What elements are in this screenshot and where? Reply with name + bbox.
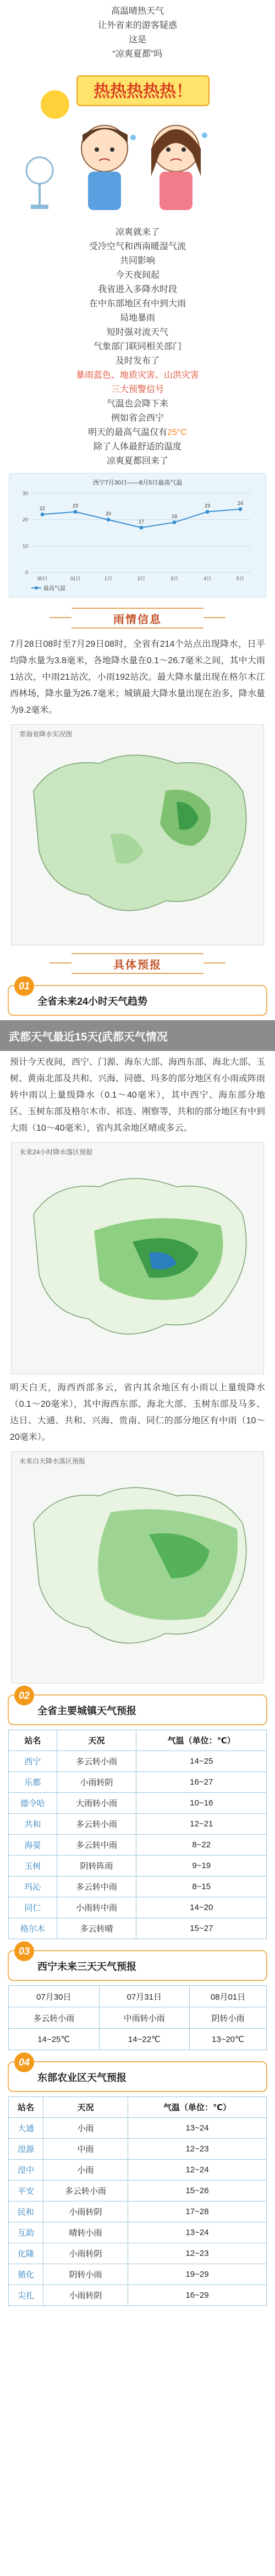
forecast-card-1 [8, 980, 267, 1016]
temp-cell: 13~24 [128, 2222, 267, 2243]
table-row [9, 2264, 267, 2285]
chart-y-tick-label: 0 [25, 570, 28, 575]
chart-x-tick-label: 4日 [203, 576, 212, 581]
poem-line: 例如省会西宁 [111, 414, 164, 423]
poem-line: 凉爽夏都回来了 [106, 456, 168, 466]
section-ribbon-rain [55, 608, 220, 629]
forecast-map-graphic [12, 1143, 263, 1374]
table-header: 站名 [9, 2097, 43, 2118]
forecast-card-3 [8, 1945, 267, 1981]
temp-cell: 12~23 [128, 2243, 267, 2264]
weather-cell: 阴转阵雨 [57, 1856, 136, 1876]
section-title: 雨情信息 [113, 613, 162, 626]
date-cell: 07月30日 [9, 1986, 100, 2007]
chart-data-label: 22 [39, 505, 46, 511]
table-row [9, 1793, 267, 1814]
chart-title: 西宁7月30日——8月5日最高气温 [92, 480, 183, 486]
poem-line-warning: 三大预警信号 [111, 385, 164, 394]
temp-cell: 14~22℃ [99, 2029, 190, 2050]
table-header: 天况 [43, 2097, 128, 2118]
chart-y-tick-label: 10 [22, 543, 28, 549]
table-row [9, 2285, 267, 2306]
card-number-badge: 04 [14, 2052, 34, 2072]
forecast-day-map-graphic [12, 1452, 263, 1683]
main-poem [0, 225, 275, 469]
poem-line: 除了人体最舒适的温度 [93, 442, 182, 452]
poem-line-warning: 暴雨蓝色、地质灾害、山洪灾害 [75, 371, 199, 380]
station-cell: 尖扎 [9, 2285, 43, 2306]
weather-cell: 中雨转小雨 [99, 2007, 190, 2029]
tomorrow-paragraph: 明天白天，海西西部多云，省内其余地区有小雨以上量级降水（0.1～20毫米），其中海西东部、海北大部、玉树东部及马多、达日、大通、共和、兴海、贵南、同仁的部分地区有中雨（10～20毫米）。 [10, 1383, 265, 1442]
chart-data-label: 17 [138, 519, 145, 525]
xining-three-day-table [8, 1985, 267, 2050]
chart-point [239, 507, 243, 511]
weather-cell: 多云转小雨 [57, 1814, 136, 1835]
agri-forecast-table [8, 2096, 267, 2306]
card-number-badge: 01 [14, 976, 34, 996]
card-title: 西宁未来三天天气预报 [37, 1961, 136, 1972]
card-title: 全省主要城镇天气预报 [37, 1705, 136, 1716]
weather-cell: 多云转小雨 [9, 2007, 100, 2029]
rain-map [11, 724, 264, 945]
station-cell: 乐都 [9, 1772, 57, 1793]
temp-highlight: 25°C [167, 428, 187, 437]
table-row [9, 1772, 267, 1793]
table-row [9, 2243, 267, 2264]
station-cell: 互助 [9, 2222, 43, 2243]
chart-legend [31, 585, 65, 592]
temp-cell: 12~23 [128, 2139, 267, 2160]
overlay-banner [0, 1020, 275, 1051]
table-header: 气温（单位：℃） [136, 1730, 267, 1751]
temp-cell: 13~24 [128, 2118, 267, 2139]
table-row [9, 1918, 267, 1939]
table-row [9, 2181, 267, 2201]
weather-cell: 晴转小雨 [43, 2222, 128, 2243]
station-cell: 大通 [9, 2118, 43, 2139]
station-cell: 循化 [9, 2264, 43, 2285]
table-row [9, 2201, 267, 2222]
chart-legend-label: 最高气温 [43, 586, 65, 592]
station-cell: 湟源 [9, 2139, 43, 2160]
chart-data-label: 23 [72, 503, 79, 509]
poem-line: 共同影响 [119, 256, 155, 266]
chart-point [107, 518, 111, 522]
temperature-chart [9, 473, 266, 598]
card-title: 全省未来24小时天气趋势 [37, 996, 148, 1007]
table-row [9, 2160, 267, 2181]
forecast-map-day [11, 1451, 264, 1683]
weather-cell: 小雨转阴 [43, 2285, 128, 2306]
fan-icon [26, 157, 53, 209]
table-row [9, 1751, 267, 1772]
poem-line: 今天夜间起 [115, 271, 160, 280]
weather-cell: 阴转小雨 [43, 2264, 128, 2285]
weather-cell: 多云转小雨 [43, 2181, 128, 2201]
station-cell: 西宁 [9, 1751, 57, 1772]
boy-character [81, 125, 128, 210]
poem-line: 及时发布了 [115, 356, 160, 366]
weather-cell: 多云转中雨 [57, 1876, 136, 1897]
poem-line-temp [0, 426, 275, 440]
rain-paragraph: 7月28日08时至7月29日08时，全省有214个站点出现降水，日平均降水量为3.8毫米，各地降水量在0.1～26.7毫米之间，其中大雨1站次，中雨21站次，小雨192站次。最大降水量出现在格尔木江西林场，降水量为26.7毫米；城镇最大降水量出现在治多，降水量为9.2毫米。 [10, 640, 265, 715]
map-title: 青海省降水实况图 [19, 730, 73, 738]
temp-cell: 13~20℃ [190, 2029, 267, 2050]
station-cell: 德令哈 [9, 1793, 57, 1814]
table-row-dates [9, 1986, 267, 2007]
chart-data-label: 24 [237, 500, 244, 506]
table-header: 气温（单位：℃） [128, 2097, 267, 2118]
table-row-weather [9, 2007, 267, 2029]
chart-x-tick-label: 31日 [70, 576, 81, 581]
temp-cell: 16~27 [136, 1772, 267, 1793]
chart-x-tick-label: 3日 [170, 576, 179, 581]
temp-cell: 15~27 [136, 1918, 267, 1939]
table-row [9, 1835, 267, 1856]
weather-cell: 大雨转小雨 [57, 1793, 136, 1814]
table-row [9, 1876, 267, 1897]
chart-x-tick-label: 5日 [236, 576, 245, 581]
forecast-card-4 [8, 2056, 267, 2092]
poem-line: “凉爽夏都”吗 [112, 49, 163, 59]
station-cell: 玛沁 [9, 1876, 57, 1897]
chart-point [206, 510, 210, 514]
weather-cell: 多云转中雨 [57, 1835, 136, 1856]
table-row [9, 1856, 267, 1876]
weather-cell: 多云转小雨 [57, 1751, 136, 1772]
poem-line: 气温也会降下来 [106, 399, 168, 409]
cartoon-illustration [0, 66, 275, 220]
poem-line: 在中东部地区有中到大雨 [89, 299, 186, 309]
poem-line: 凉爽就来了 [115, 228, 160, 237]
chart-y-tick-label: 20 [22, 517, 28, 522]
cartoon-banner-text: 热热热热热！ [94, 82, 193, 101]
poem-line-prefix: 明天的最高气温仅有 [88, 428, 168, 437]
city-forecast-table [8, 1730, 267, 1939]
station-cell: 湟中 [9, 2160, 43, 2181]
table-row [9, 2118, 267, 2139]
chart-y-tick-label: 30 [22, 491, 28, 496]
temp-cell: 8~15 [136, 1876, 267, 1897]
table-row [9, 1897, 267, 1918]
chart-data-label: 19 [171, 513, 178, 519]
weather-cell: 小雨转阴 [43, 2243, 128, 2264]
forecast-map-24h [11, 1142, 264, 1374]
table-row [9, 2222, 267, 2243]
temp-cell: 14~25 [136, 1751, 267, 1772]
chart-x-tick-label: 1日 [104, 576, 113, 581]
temp-cell: 15~26 [128, 2181, 267, 2201]
chart-data-label: 23 [204, 503, 211, 509]
weather-cell: 小雨转阴 [43, 2201, 128, 2222]
temperature-chart-svg [9, 474, 266, 595]
temp-cell: 8~22 [136, 1835, 267, 1856]
weather-cell: 多云转晴 [57, 1918, 136, 1939]
table-row [9, 1814, 267, 1835]
card-title: 东部农业区天气预报 [37, 2072, 127, 2083]
table-header: 天况 [57, 1730, 136, 1751]
station-cell: 海晏 [9, 1835, 57, 1856]
card-number-badge: 02 [14, 1686, 34, 1705]
section-ribbon-forecast [55, 953, 220, 974]
station-cell: 格尔木 [9, 1918, 57, 1939]
poem-line: 短时强对流天气 [106, 328, 168, 337]
temp-cell: 12~24 [128, 2160, 267, 2181]
poem-line: 这是 [128, 35, 146, 45]
station-cell: 民和 [9, 2201, 43, 2222]
weather-cell: 小雨转阴 [57, 1772, 136, 1793]
section-title: 具体预报 [113, 959, 162, 971]
weather-cell: 阴转小雨 [190, 2007, 267, 2029]
temp-cell: 10~16 [136, 1793, 267, 1814]
poem-line: 气象部门联同相关部门 [93, 342, 182, 351]
temp-cell: 14~25℃ [9, 2029, 100, 2050]
date-cell: 08月01日 [190, 1986, 267, 2007]
sun-icon [41, 90, 69, 119]
poem-line: 我省进入多降水时段 [97, 285, 177, 294]
qinghai-map-graphic [12, 725, 263, 945]
temp-cell: 19~29 [128, 2264, 267, 2285]
card-number-badge: 03 [14, 1941, 34, 1961]
girl-character [151, 125, 201, 210]
weather-cell: 小雨 [43, 2160, 128, 2181]
poem-line: 局地暴雨 [119, 313, 155, 323]
temp-cell: 17~28 [128, 2201, 267, 2222]
poem-line: 高温晴热天气 [111, 7, 164, 16]
weather-cell: 小雨转中雨 [57, 1897, 136, 1918]
table-header: 站名 [9, 1730, 57, 1751]
chart-x-tick-label: 30日 [37, 576, 48, 581]
chart-data-label: 20 [105, 511, 112, 516]
intro-poem [0, 0, 275, 62]
weather-cell: 中雨 [43, 2139, 128, 2160]
temp-cell: 16~29 [128, 2285, 267, 2306]
station-cell: 共和 [9, 1814, 57, 1835]
map-title: 未来24小时降水落区预报 [19, 1148, 93, 1156]
temp-cell: 12~21 [136, 1814, 267, 1835]
station-cell: 平安 [9, 2181, 43, 2201]
station-cell: 化隆 [9, 2243, 43, 2264]
forecast-paragraph: 预计今天夜间，西宁、门源、海东大部、海西东部、海北大部、玉树、黄南北部及共和、兴海、同德、玛多的部分地区有小雨或阵雨转中雨以上量级降水（0.1～40毫米），其中西宁、海东部分地区、玉树东部及格尔木市、祁连、刚察等，共和的部分地区有中到大雨（10～40毫米），省内其余地区晴或多云。 [10, 1058, 266, 1133]
temp-cell: 9~19 [136, 1856, 267, 1876]
forecast-card-2 [8, 1689, 267, 1725]
overlay-banner-text: 武都天气最近15天(武都天气情况 [9, 1031, 168, 1043]
map-title: 未来白天降水落区预报 [19, 1457, 86, 1465]
chart-point [140, 526, 144, 530]
chart-point [173, 520, 177, 524]
temp-cell: 14~20 [136, 1897, 267, 1918]
station-cell: 同仁 [9, 1897, 57, 1918]
weather-cell: 小雨 [43, 2118, 128, 2139]
chart-point [41, 513, 45, 516]
table-row-temps [9, 2029, 267, 2050]
cartoon-graphic [0, 66, 275, 220]
poem-line: 让外省来的游客疑惑 [97, 21, 177, 30]
chart-point [74, 510, 78, 514]
station-cell: 玉树 [9, 1856, 57, 1876]
poem-line: 受冷空气和西南暖湿气流 [89, 242, 186, 251]
table-row [9, 2139, 267, 2160]
date-cell: 07月31日 [99, 1986, 190, 2007]
chart-x-tick-label: 2日 [137, 576, 146, 581]
